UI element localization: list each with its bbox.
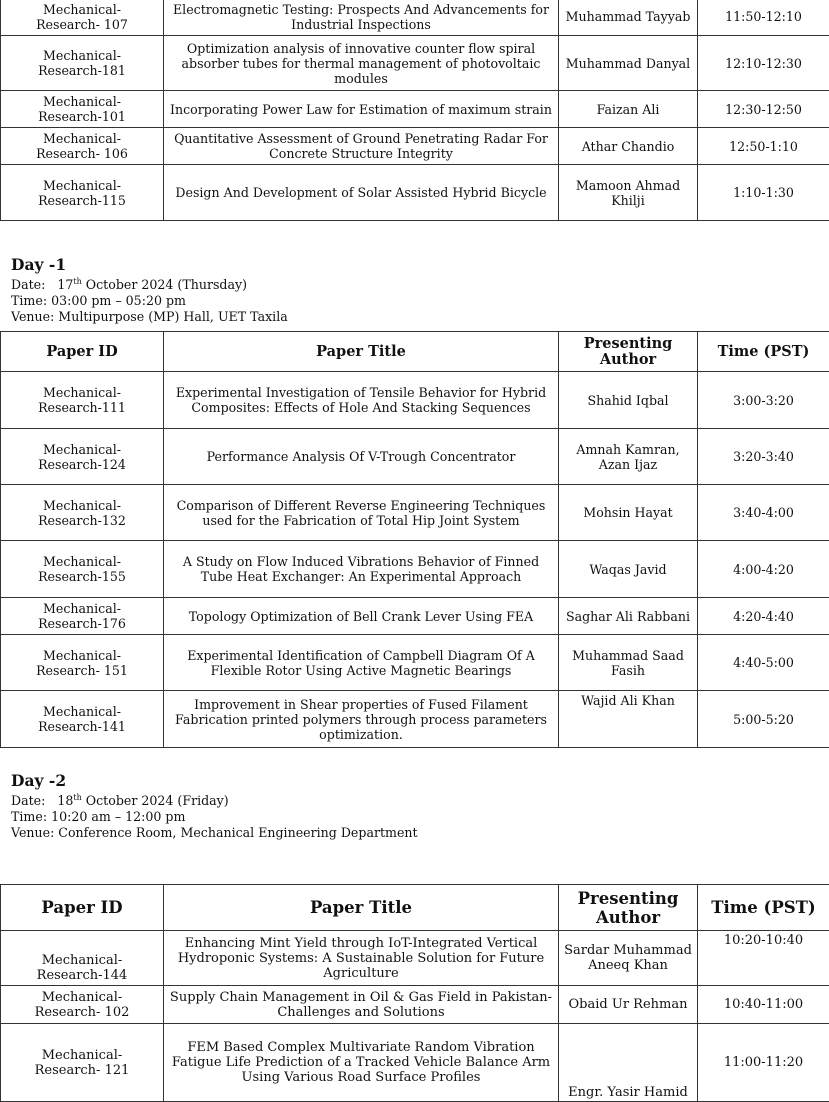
time-cell: 11:00-11:20 [698,1024,829,1102]
day2-venue: Venue: Conference Room, Mechanical Engineering Department [11,825,418,841]
time-cell: 3:00-3:20 [698,372,829,429]
time-cell: 11:50-12:10 [698,0,829,36]
header-time: Time (PST) [698,885,829,931]
paper-title-cell: Incorporating Power Law for Estimation of maximum strain [164,91,559,128]
table-header-row [1,332,829,372]
paper-title-cell: Experimental Identification of Campbell Diagram Of A Flexible Rotor Using Active Magnetic Bearings [164,635,559,691]
author-cell: Faizan Ali [559,91,698,128]
paper-title-cell: Supply Chain Management in Oil & Gas Field in Pakistan-Challenges and Solutions [164,986,559,1024]
time-cell: 10:20-10:40 [698,931,829,986]
table-row [1,986,829,1024]
header-time: Time (PST) [698,332,829,372]
day1-session-table [0,331,829,748]
author-cell: Engr. Yasir Hamid [559,1024,698,1102]
table-row [1,931,829,986]
author-cell: Waqas Javid [559,541,698,598]
paper-title-cell: Quantitative Assessment of Ground Penetrating Radar For Concrete Structure Integrity [164,128,559,165]
time-cell: 4:00-4:20 [698,541,829,598]
paper-id-cell: Mechanical- Research-115 [1,165,164,221]
author-cell: Mohsin Hayat [559,485,698,541]
table-row [1,1024,829,1102]
author-cell: Obaid Ur Rehman [559,986,698,1024]
author-cell: Amnah Kamran, Azan Ijaz [559,429,698,485]
time-cell: 12:30-12:50 [698,91,829,128]
author-cell: Mamoon Ahmad Khilji [559,165,698,221]
time-cell: 3:40-4:00 [698,485,829,541]
header-paper-title: Paper Title [164,885,559,931]
time-cell: 4:40-5:00 [698,635,829,691]
day1-venue: Venue: Multipurpose (MP) Hall, UET Taxila [11,309,288,325]
author-cell: Athar Chandio [559,128,698,165]
paper-title-cell: Optimization analysis of innovative counter flow spiral absorber tubes for thermal management of photovoltaic modules [164,36,559,91]
paper-title-cell: Topology Optimization of Bell Crank Lever Using FEA [164,598,559,635]
table-row [1,165,829,221]
author-cell: Muhammad Danyal [559,36,698,91]
paper-id-cell: Mechanical- Research-124 [1,429,164,485]
paper-id-cell: Mechanical- Research-144 [1,931,164,986]
session-table-continued [0,0,829,221]
day2-info [11,772,418,841]
paper-title-cell: Enhancing Mint Yield through IoT-Integrated Vertical Hydroponic Systems: A Sustainable Solution for Future Agriculture [164,931,559,986]
table-row [1,485,829,541]
day1-time: Time: 03:00 pm – 05:20 pm [11,293,288,309]
time-cell: 4:20-4:40 [698,598,829,635]
paper-id-cell: Mechanical- Research- 107 [1,0,164,36]
author-cell: Sardar Muhammad Aneeq Khan [559,931,698,986]
paper-id-cell: Mechanical- Research-132 [1,485,164,541]
time-cell: 1:10-1:30 [698,165,829,221]
time-cell: 12:10-12:30 [698,36,829,91]
paper-title-cell: Experimental Investigation of Tensile Behavior for Hybrid Composites: Effects of Hole And Stacking Sequences [164,372,559,429]
paper-id-cell: Mechanical- Research- 106 [1,128,164,165]
day1-date: Date: 17th October 2024 (Thursday) [11,274,288,293]
paper-title-cell: FEM Based Complex Multivariate Random Vibration Fatigue Life Prediction of a Tracked Vehicle Balance Arm Using Various Road Surface Profiles [164,1024,559,1102]
paper-title-cell: Design And Development of Solar Assisted Hybrid Bicycle [164,165,559,221]
author-cell: Muhammad Saad Fasih [559,635,698,691]
time-cell: 10:40-11:00 [698,986,829,1024]
day2-time: Time: 10:20 am – 12:00 pm [11,809,418,825]
paper-id-cell: Mechanical- Research-141 [1,691,164,748]
paper-title-cell: Improvement in Shear properties of Fused Filament Fabrication printed polymers through process parameters optimization. [164,691,559,748]
day1-title: Day -1 [11,256,288,274]
paper-id-cell: Mechanical- Research-155 [1,541,164,598]
author-cell: Shahid Iqbal [559,372,698,429]
paper-title-cell: Comparison of Different Reverse Engineering Techniques used for the Fabrication of Total Hip Joint System [164,485,559,541]
header-paper-id: Paper ID [1,332,164,372]
author-cell: Muhammad Tayyab [559,0,698,36]
table-row [1,372,829,429]
paper-id-cell: Mechanical- Research-101 [1,91,164,128]
table-header-row [1,885,829,931]
header-paper-id: Paper ID [1,885,164,931]
day1-info [11,256,288,325]
table-row [1,429,829,485]
paper-title-cell: Performance Analysis Of V-Trough Concentrator [164,429,559,485]
paper-id-cell: Mechanical- Research-176 [1,598,164,635]
table-row [1,91,829,128]
time-cell: 5:00-5:20 [698,691,829,748]
paper-title-cell: A Study on Flow Induced Vibrations Behavior of Finned Tube Heat Exchanger: An Experimental Approach [164,541,559,598]
paper-id-cell: Mechanical- Research- 121 [1,1024,164,1102]
table-row [1,36,829,91]
author-cell: Wajid Ali Khan [559,691,698,748]
table-row [1,128,829,165]
day2-date: Date: 18th October 2024 (Friday) [11,790,418,809]
paper-id-cell: Mechanical- Research- 151 [1,635,164,691]
paper-id-cell: Mechanical- Research- 102 [1,986,164,1024]
header-paper-title: Paper Title [164,332,559,372]
paper-id-cell: Mechanical- Research-111 [1,372,164,429]
table-row [1,0,829,36]
time-cell: 12:50-1:10 [698,128,829,165]
table-row [1,541,829,598]
header-presenting-author: Presenting Author [559,885,698,931]
author-cell: Saghar Ali Rabbani [559,598,698,635]
day2-title: Day -2 [11,772,418,790]
day2-session-table [0,884,829,1102]
header-presenting-author: Presenting Author [559,332,698,372]
paper-id-cell: Mechanical- Research-181 [1,36,164,91]
paper-title-cell: Electromagnetic Testing: Prospects And Advancements for Industrial Inspections [164,0,559,36]
time-cell: 3:20-3:40 [698,429,829,485]
table-row [1,598,829,635]
table-row [1,635,829,691]
table-row [1,691,829,748]
